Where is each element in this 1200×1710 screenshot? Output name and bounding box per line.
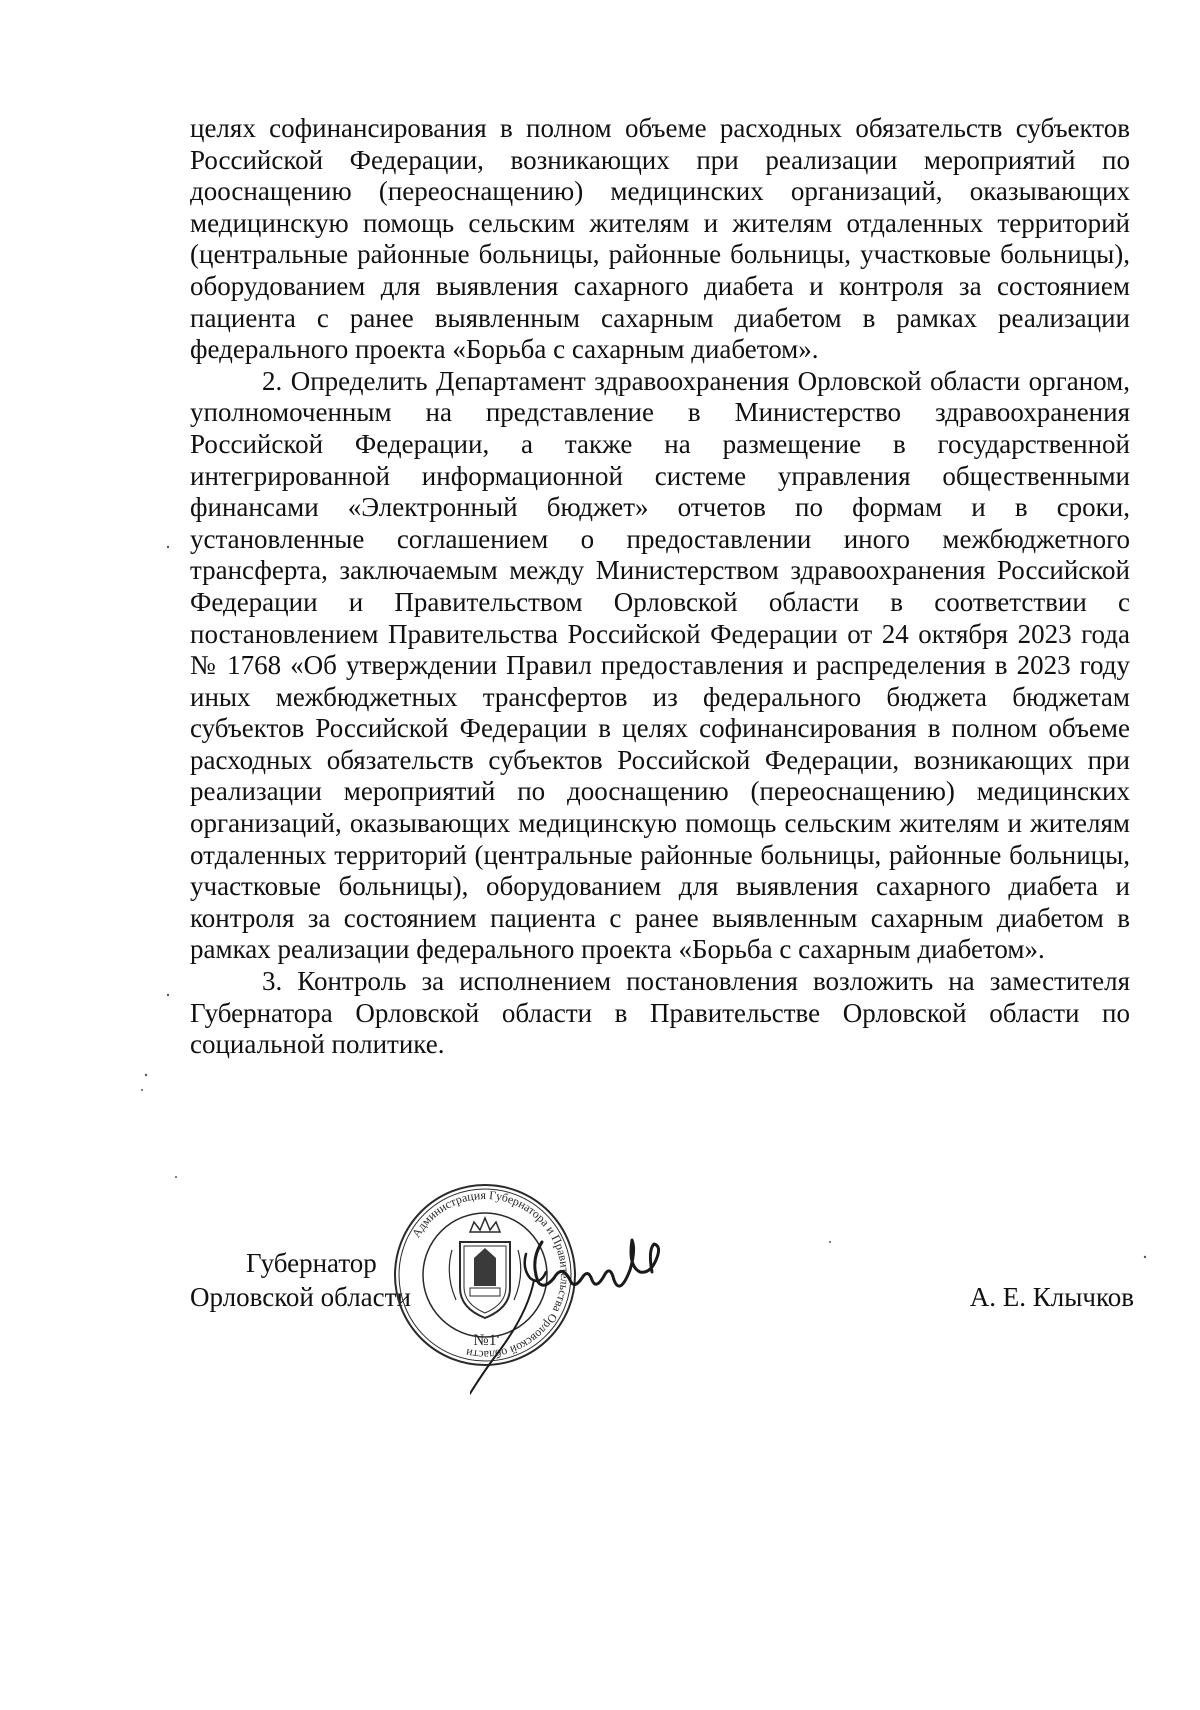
- signatory-title-line-2: Орловской области: [190, 1282, 411, 1312]
- document-body: [190, 113, 1130, 1061]
- seal-ring-text: Администрация Губернатора и Правительства Орловской области: [408, 1187, 573, 1363]
- handwritten-signature: [470, 1220, 710, 1420]
- signatory-name: А. Е. Клычков: [969, 1282, 1134, 1312]
- paragraph-continuation: целях софинансирования в полном объеме расходных обязательств субъектов Российской Федерации, возникающих при реализации мероприятий по дооснащению (переоснащению) медицинских организаций, оказывающих медицинскую помощь сельским жителям и жителям отдаленных территорий (центральные районные больницы, районные больницы, участковые больницы), оборудованием для выявления сахарного диабета и контроля за состоянием пациента с ранее выявленным сахарным диабетом в рамках реализации федерального проекта «Борьба с сахарным диабетом».: [190, 113, 1130, 365]
- paragraph-2: 2. Определить Департамент здравоохранения Орловской области органом, уполномоченным на представление в Министерство здравоохранения Российской Федерации, а также на размещение в государственной интегрированной информационной системе управления общественными финансами «Электронный бюджет» отчетов по формам и в сроки, установленные соглашением о предоставлении иного межбюджетного трансферта, заключаемым между Министерством здравоохранения Российской Федерации и Правительством Орловской области в соответствии с постановлением Правительства Российской Федерации от 24 октября 2023 года № 1768 «Об утверждении Правил предоставления и распределения в 2023 году иных межбюджетных трансфертов из федерального бюджета бюджетам субъектов Российской Федерации в целях софинансирования в полном объеме расходных обязательств субъектов Российской Федерации, возникающих при реализации мероприятий по дооснащению (переоснащению) медицинских организаций, оказывающих медицинскую помощь сельским жителям и жителям отдаленных территорий (центральные районные больницы, районные больницы, участковые больницы), оборудованием для выявления сахарного диабета и контроля за состоянием пациента с ранее выявленным сахарным диабетом в рамках реализации федерального проекта «Борьба с сахарным диабетом».: [190, 365, 1130, 965]
- paragraph-3: 3. Контроль за исполнением постановления возложить на заместителя Губернатора Орловской области в Правительстве Орловской области по социальной политике.: [190, 966, 1130, 1060]
- seal-number: №1: [473, 1332, 497, 1349]
- signatory-title-line-1: Губернатор: [246, 1248, 377, 1278]
